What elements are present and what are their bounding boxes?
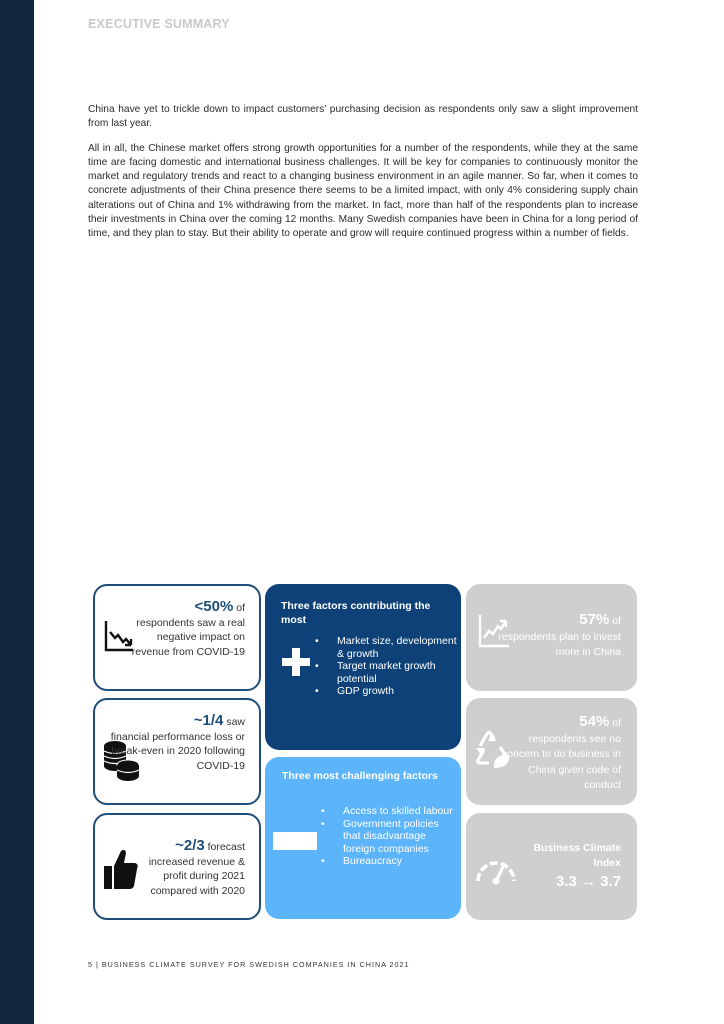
business-climate-index-card (466, 813, 637, 920)
index-to: 3.7 (600, 873, 621, 890)
list-item: • Government policies that disadvantage foreign companies (319, 818, 459, 856)
stat-value: 57% (579, 611, 610, 628)
stat-suffix: of (236, 602, 245, 614)
index-change (556, 873, 621, 890)
stat-value: 54% (579, 713, 610, 730)
list-item: • Target market growth potential (313, 660, 461, 685)
code-of-conduct-stat (491, 714, 621, 794)
revenue-forecast-stat (125, 839, 245, 898)
page-footer: 5 | BUSINESS CLIMATE SURVEY FOR SWEDISH COMPANIES IN CHINA 2021 (88, 960, 410, 969)
stat-suffix: of (612, 615, 621, 627)
stat-text: respondents plan to invest more in China (498, 630, 621, 658)
plus-icon (282, 648, 310, 676)
revenue-impact-card (93, 584, 261, 691)
financial-performance-stat (105, 714, 245, 773)
challenging-factors-list (319, 805, 459, 868)
minus-icon (273, 832, 317, 850)
list-item: • Bureaucracy (319, 855, 459, 868)
list-item: • GDP growth (313, 685, 461, 698)
list-item: • Market size, development & growth (313, 635, 461, 660)
revenue-impact-stat (125, 600, 245, 659)
section-title: EXECUTIVE SUMMARY (88, 17, 230, 31)
index-title: Business Climate Index (533, 842, 621, 869)
stat-text: increased revenue & profit during 2021 compared with 2020 (148, 855, 245, 897)
stat-suffix: forecast (207, 841, 245, 853)
stat-text: financial performance loss or break-even in 2020 following COVID-19 (110, 730, 245, 772)
positive-factors-list (313, 635, 461, 698)
page-sidebar (0, 0, 34, 1024)
paragraph-2: All in all, the Chinese market offers strong growth opportunities for a number of the respondents, while they at the same time are facing domestic and international business challenges. It will be key for companies to continuously monitor the market and regulatory trends and react to a changing business environment in an agile manner. So far, when it comes to concrete adjustments of their China presence there seems to be a limited impact, with only 4% considering supply chain alterations out of China and 1% withdrawing from the market. In fact, more than half of the respondents plan to increase their investments in China over the coming 12 months. Many Swedish companies have been in China for a long period of time, and they plan to stay. But their ability to operate and grow will require continued progress within a number of fields. (88, 142, 638, 240)
stat-text: respondents saw a real negative impact on revenue from COVID-19 (131, 616, 245, 658)
stat-value: <50% (194, 598, 234, 615)
business-climate-index-stat (511, 841, 621, 893)
card-title: Three factors contributing the most (281, 600, 431, 626)
stat-suffix: of (612, 717, 621, 729)
paragraph-1: China have yet to trickle down to impact customers’ purchasing decision as respondents only saw a slight improvement from last year. (88, 104, 638, 130)
revenue-forecast-card (93, 813, 261, 920)
list-item: • Access to skilled labour (319, 805, 459, 818)
code-of-conduct-card (466, 698, 637, 805)
financial-performance-card (93, 698, 261, 805)
index-from: 3.3 (555, 873, 577, 890)
stat-value: ~2/3 (175, 837, 205, 854)
stat-text: respondents see no concern to do business in China given code of conduct (501, 732, 621, 791)
challenging-factors-card (265, 757, 461, 919)
positive-factors-card (265, 584, 461, 750)
investment-plans-card (466, 584, 637, 691)
arrow-right-icon: → (580, 873, 596, 890)
investment-plans-stat (497, 612, 621, 661)
stat-suffix: saw (226, 716, 245, 728)
stat-value: ~1/4 (193, 712, 224, 729)
body-text (88, 103, 638, 252)
card-title: Three most challenging factors (282, 770, 438, 782)
